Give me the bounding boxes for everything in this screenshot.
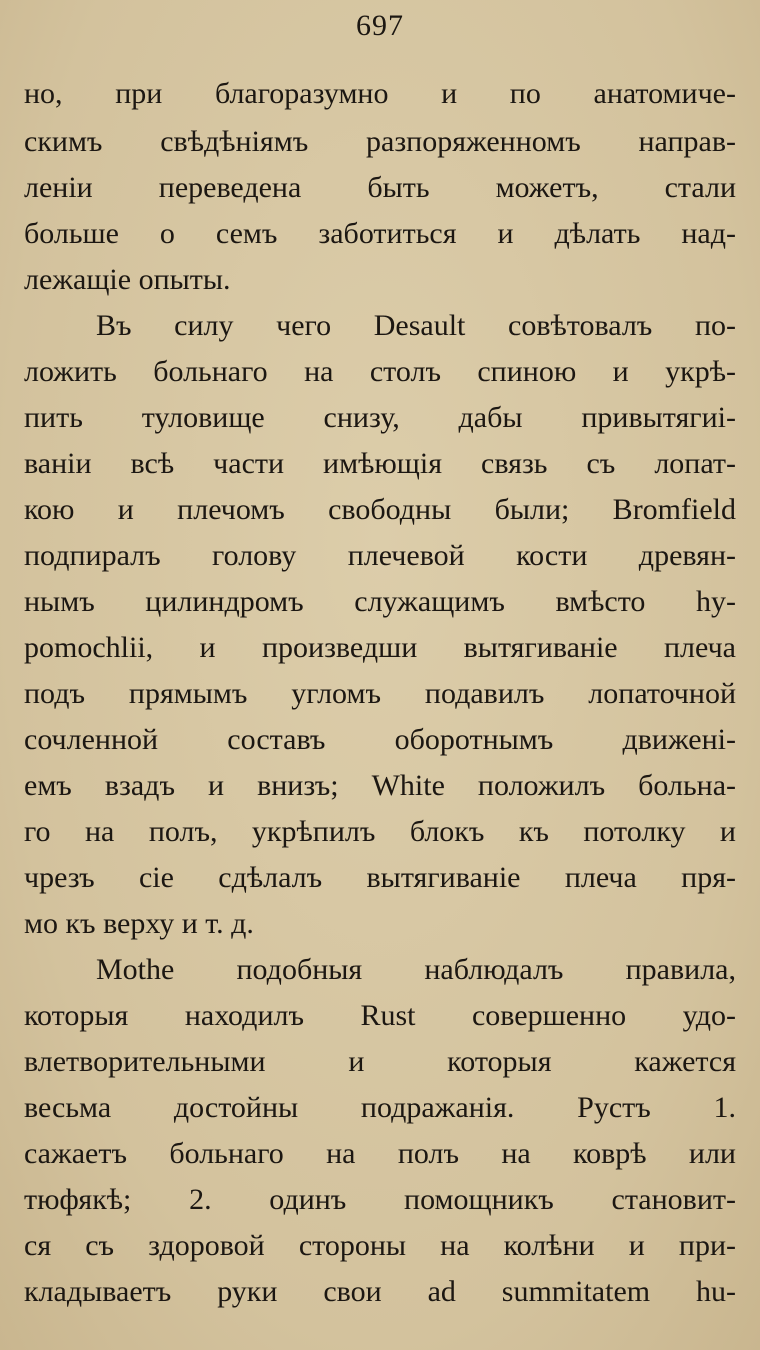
text-line: скимъ свѣдѣніямъ разпоряженномъ направ-	[24, 125, 736, 158]
text-line: леніи переведена быть можетъ, стали	[24, 171, 736, 204]
text-line: подпиралъ голову плечевой кости древян-	[24, 539, 736, 572]
text-line: пить туловище снизу, дабы привытягиі-	[24, 401, 736, 434]
text-line: сажаетъ больнаго на полъ на коврѣ или	[24, 1137, 736, 1170]
text-line: мо къ верху и т. д.	[24, 907, 254, 940]
text-line: больше о семъ заботиться и дѣлать над-	[24, 217, 736, 250]
page-number: 697	[356, 9, 404, 42]
text-line: ваніи всѣ части имѣющія связь съ лопат-	[24, 447, 736, 480]
text-line: pomochlii, и произведши вытягиваніе плеча	[24, 631, 736, 664]
text-line: тюфякѣ; 2. одинъ помощникъ становит-	[24, 1183, 736, 1216]
text-line: ложить больнаго на столъ спиною и укрѣ-	[24, 355, 736, 388]
text-line: емъ взадъ и внизъ; White положилъ больна-	[24, 769, 736, 802]
text-line: ся съ здоровой стороны на колѣни и при-	[24, 1229, 736, 1262]
text-line: весьма достойны подражанія. Рустъ 1.	[24, 1091, 736, 1124]
text-line: кою и плечомъ свободны были; Bromfield	[24, 493, 736, 526]
text-line: нымъ цилиндромъ служащимъ вмѣсто hy-	[24, 585, 736, 618]
text-line: сочленной составъ оборотнымъ движені-	[24, 723, 736, 756]
text-line: лежащіе опыты.	[24, 263, 231, 296]
text-line: которыя находилъ Rust совершенно удо-	[24, 999, 736, 1032]
text-line: Mothe подобныя наблюдалъ правила,	[96, 953, 736, 986]
text-line: Въ силу чего Desault совѣтовалъ по-	[96, 309, 736, 342]
text-line: подъ прямымъ угломъ подавилъ лопаточной	[24, 677, 736, 710]
text-line: но, при благоразумно и по анатомиче-	[24, 77, 736, 110]
text-line: го на полъ, укрѣпилъ блокъ къ потолку и	[24, 815, 736, 848]
text-line: кладываетъ руки свои ad summitatem hu-	[24, 1275, 736, 1308]
text-line: влетворительными и которыя кажется	[24, 1045, 736, 1078]
text-line: чрезъ сіе сдѣлалъ вытягиваніе плеча пря-	[24, 861, 736, 894]
